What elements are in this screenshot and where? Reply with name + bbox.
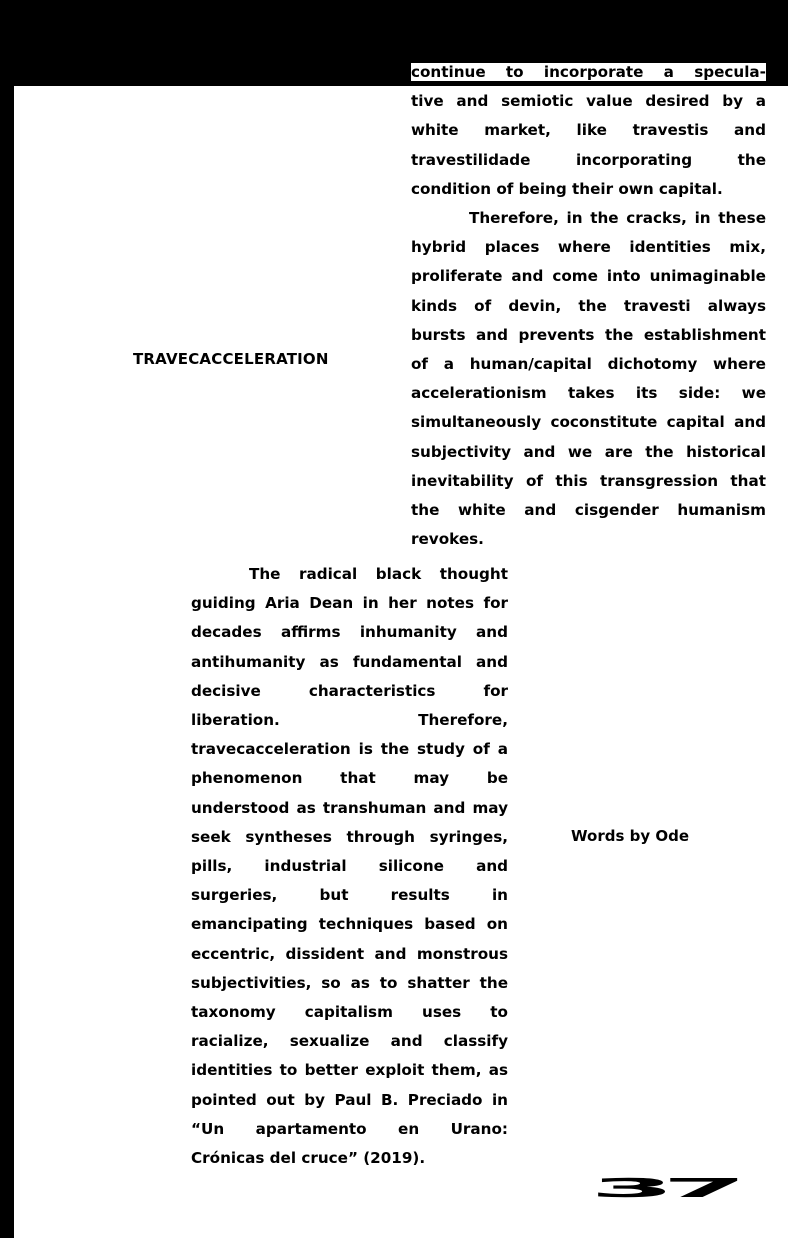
left-text-column bbox=[191, 560, 508, 1173]
section-title: TRAVECACCELERATION bbox=[133, 350, 329, 368]
page-number: 37 bbox=[590, 1172, 735, 1204]
right-text-column bbox=[411, 58, 766, 554]
left-black-band bbox=[0, 0, 14, 1238]
right-paragraph-1 bbox=[411, 58, 766, 204]
right-paragraph-2: Therefore, in the cracks, in these hybrid places where identities mix, proliferate and come into unimaginable kinds of devin, the travesti always bursts and prevents the establishment of a human/capital dichotomy where accelerationism takes its side: we simultaneously coconstitute capital and subjectivity and we are the historical inevitability of this transgression that the white and cisgender humanism revokes. bbox=[411, 209, 766, 549]
right-paragraph-1-rest: tive and semiotic value desired by a white market, like travestis and travestilidade incorporating the condition of being their own capital. bbox=[411, 92, 766, 198]
byline: Words by Ode bbox=[571, 827, 690, 845]
highlighted-first-line: continue to incorporate a specula- bbox=[411, 63, 766, 81]
left-paragraph-1: The radical black thought guiding Aria Dean in her notes for decades affirms inhumanity and antihumanity as fundamental and decisive characteristics for liberation. Therefore, travecacceleration is the study of a phenomenon that may be understood as transhuman and may seek syntheses through syringes, pills, industrial silicone and surgeries, but results in emancipating techniques based on eccentric, dissident and monstrous subjectivities, so as to shatter the taxonomy capitalism uses to racialize, sexualize and classify identities to better exploit them, as pointed out by Paul B. Preciado in “Un apartamento en Urano: Crónicas del cruce” (2019). bbox=[191, 565, 508, 1168]
